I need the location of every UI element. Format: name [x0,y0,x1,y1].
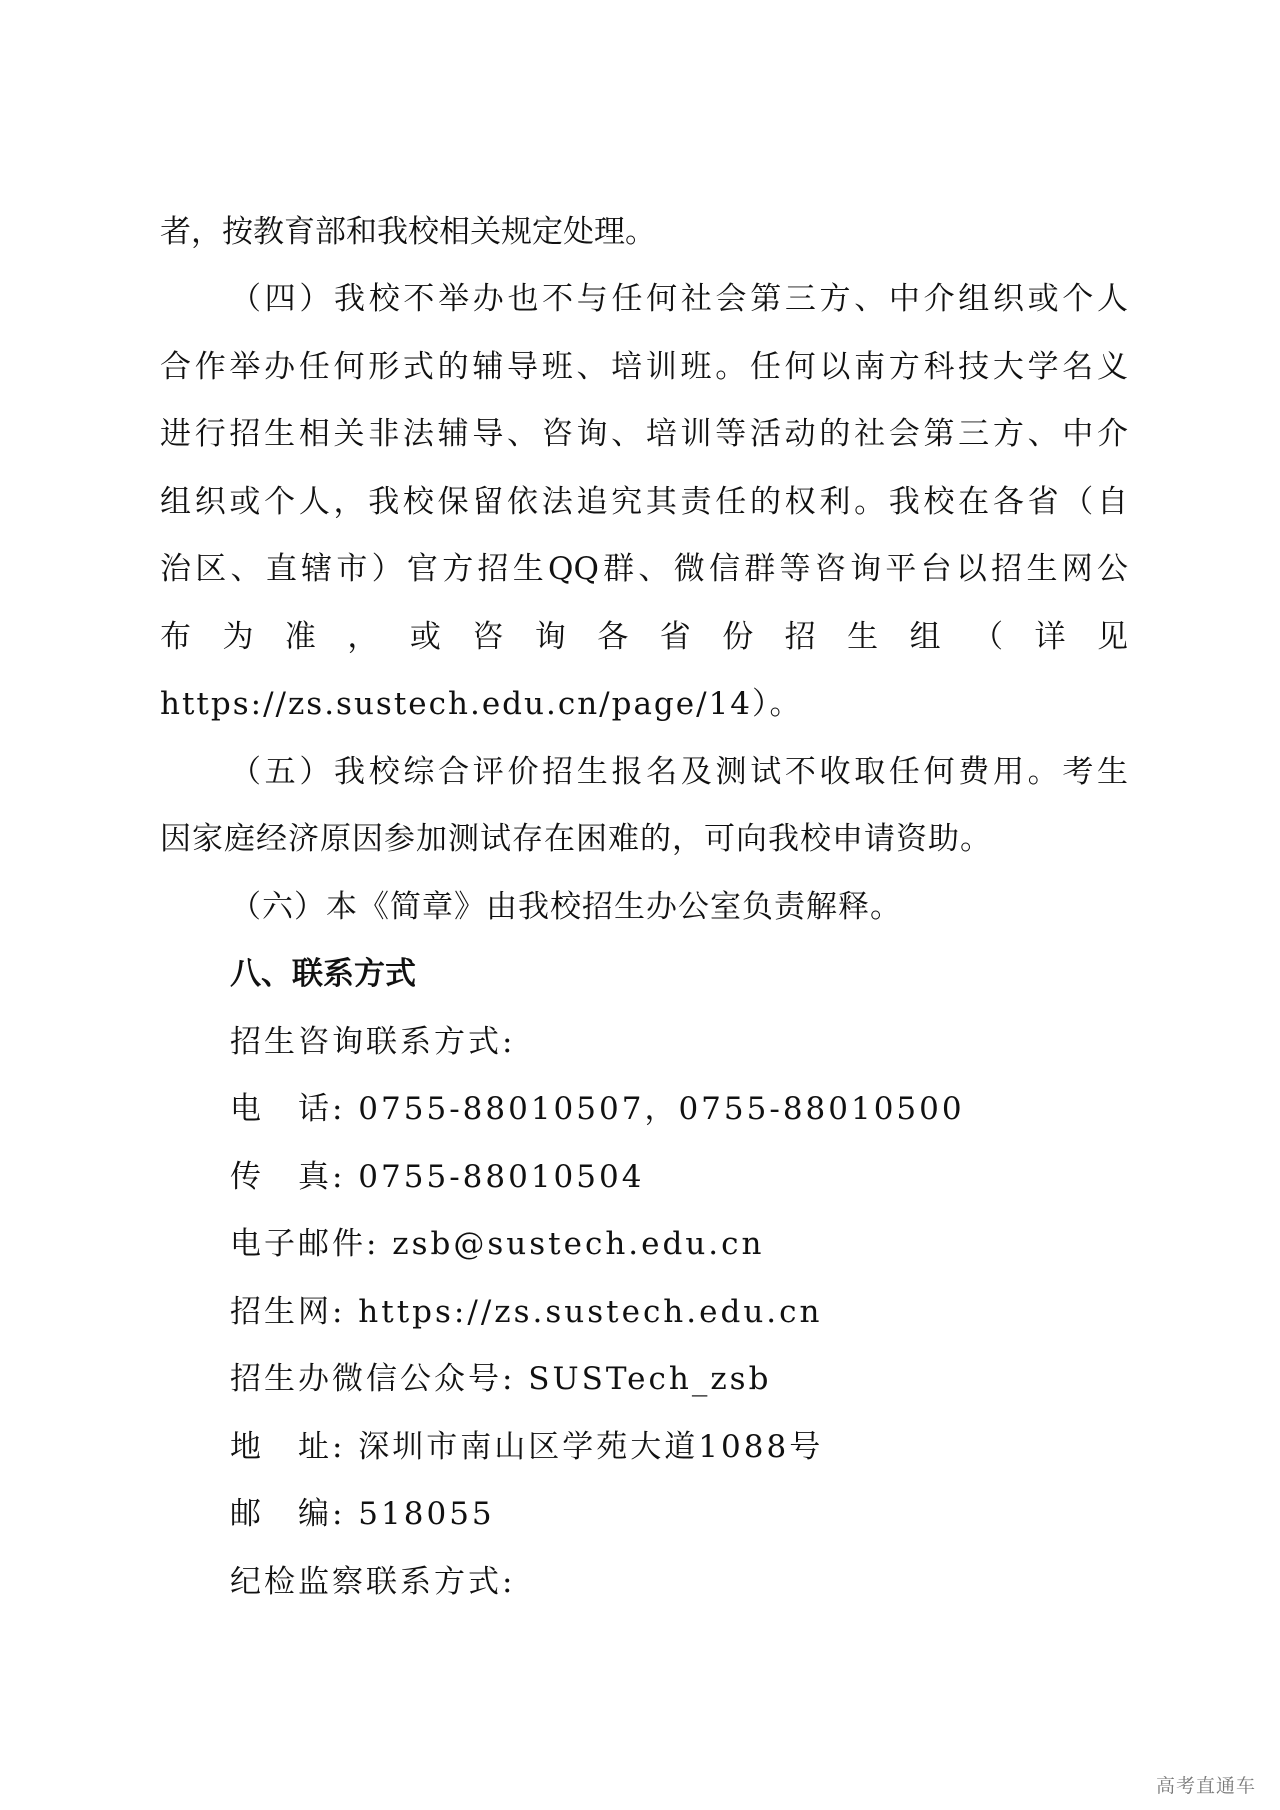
paragraph-line-url: https://zs.sustech.edu.cn/page/14）。 [160,686,803,722]
section-heading: 八、联系方式 [230,956,416,992]
admissions-contact-label: 招生咨询联系方式: [230,1024,516,1060]
fax-line: 传 真: 0755-88010504 [230,1159,645,1195]
address-line: 地 址: 深圳市南山区学苑大道1088号 [230,1429,824,1465]
paragraph-line: 布 为 准 ， 或 咨 询 各 省 份 招 生 组 （ 详 见 [160,619,1128,655]
wechat-line: 招生办微信公众号: SUSTech_zsb [230,1361,772,1397]
paragraph-line: 合作举办任何形式的辅导班、培训班。任何以南方科技大学名义 [160,349,1128,385]
email-line: 电子邮件: zsb@sustech.edu.cn [230,1226,765,1262]
postcode-line: 邮 编: 518055 [230,1496,495,1532]
paragraph-line: 进行招生相关非法辅导、咨询、培训等活动的社会第三方、中介 [160,416,1128,452]
watermark: 高考直通车 [1155,1775,1256,1797]
paragraph-line: （五）我校综合评价招生报名及测试不收取任何费用。考生 [230,754,1128,790]
paragraph-line: （四）我校不举办也不与任何社会第三方、中介组织或个人 [230,281,1128,317]
paragraph-line: 组织或个人，我校保留依法追究其责任的权利。我校在各省（自 [160,484,1128,520]
paragraph-line: （六）本《简章》由我校招生办公室负责解释。 [230,889,902,925]
paragraph-line: 者，按教育部和我校相关规定处理。 [160,214,656,250]
paragraph-line: 因家庭经济原因参加测试存在困难的，可向我校申请资助。 [160,821,992,857]
website-line: 招生网: https://zs.sustech.edu.cn [230,1294,823,1330]
phone-line: 电 话: 0755-88010507，0755-88010500 [230,1091,965,1127]
paragraph-line: 治区、直辖市）官方招生QQ群、微信群等咨询平台以招生网公 [160,551,1128,587]
discipline-contact-label: 纪检监察联系方式: [230,1564,516,1600]
